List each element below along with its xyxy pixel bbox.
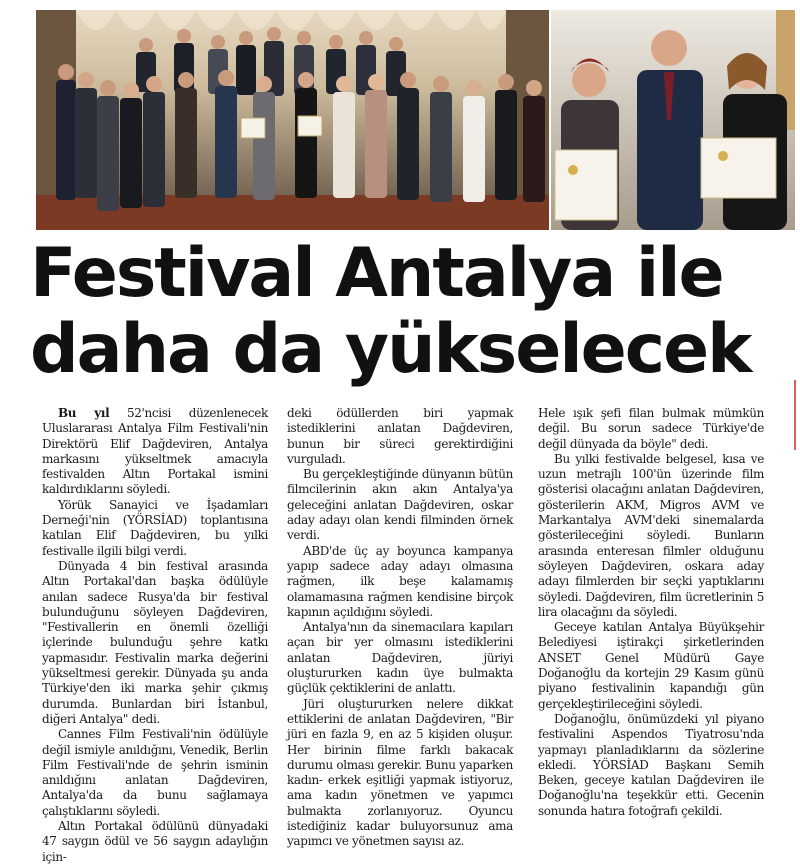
award-photo	[551, 10, 795, 230]
article-paragraph: Geceye katılan Antalya Büyükşehir Belediyesi iştirakçi şirketlerinden ANSET Genel Müdürü Gaye Doğanoğlu da kortejin 29 Kasım günü piyano festivalinin kapandığı gün gerçekleştirileceğini söyledi.	[538, 620, 764, 711]
article-paragraph: Dünyada 4 bin festival arasında Altın Portakal'dan başka ödülüyle anılan sadece Rusya'da bir festival bulunduğunu söyleyen Dağdeviren, "Festivallerin en önemli özelliği içlerinde bulunduğu şehre katkı yapmasıdır. Festivalin marka değerini yükseltmesi gerekir. Dünyada şu anda Türkiye'den iki marka şehir çıkmış durumda. Bunlardan biri İstanbul, diğeri Antalya" dedi.	[42, 558, 268, 726]
article-paragraph: ABD'de üç ay boyunca kampanya yapıp sadece aday adayı olmasına rağmen, ilk beşe kalamamış olamamasına rağmen kendisine birçok kapının açıldığını söyledi.	[287, 543, 513, 619]
award-photo-image	[551, 10, 795, 230]
article-column-1	[42, 406, 268, 865]
article-column-2	[287, 406, 513, 850]
page-edge-mark	[794, 380, 798, 450]
headline-line-1: Festival Antalya ile	[30, 234, 723, 313]
lead-word: Bu yıl	[58, 406, 110, 420]
article-paragraph: Yörük Sanayici ve İşadamları Derneği'nin (YÖRSİAD) toplantısına katılan Elif Dağdeviren, bu yılki festivalle ilgili bilgi verdi.	[42, 497, 268, 558]
article-paragraph: Hele ışık şefi filan bulmak mümkün değil. Bu sorun sadece Türkiye'de değil dünyada da böyle" dedi.	[538, 406, 764, 451]
article-column-3	[538, 406, 764, 819]
article-paragraph: Bu gerçekleştiğinde dünyanın bütün filmcilerinin akın akın Antalya'ya geleceğini anlatan Dağdeviren, oskar aday adayı olan kendi filminden örnek verdi.	[287, 467, 513, 543]
article-paragraph: Bu yılki festivalde belgesel, kısa ve uzun metrajlı 100'ün üzerinde film gösterisi olacağını anlatan Dağdeviren, gösterilerin AKM, Migros AVM ve Markantalya AVM'deki sinemalarda gösterileceğini söyledi. Bunların arasında enteresan filmler olduğunu söyleyen Dağdeviren, oskara aday adayı filmlerden bir seçki yaptıklarını söyledi. Dağdeviren, film ücretlerinin 5 lira olacağını da söyledi.	[538, 451, 764, 619]
group-photo-image	[36, 10, 549, 230]
article-paragraph: Cannes Film Festivali'nin ödülüyle değil ismiyle anıldığını, Venedik, Berlin Film Festivali'nde de şehrin isminin anıldığını anlatan Dağdeviren, Antalya'da da bunu sağlamaya çalıştıklarını söyledi.	[42, 727, 268, 818]
headline-line-2: daha da yükselecek	[30, 310, 751, 389]
article-paragraph: Jüri oluştururken nelere dikkat ettiklerini de anlatan Dağdeviren, "Bir jüri en fazla 9, en az 5 kişiden oluşur. Her birinin filme farklı bakacak durumu olması gerekir. Bunu yaparken kadın- erkek eşitliği yapmak istiyoruz, ama kadın yönetmen ve yapımcı bulmakta zorlanıyoruz. Oyuncu istediğiniz kadar buluyorsunuz ama yapımcı ve yönetmen sayısı az.	[287, 696, 513, 849]
article-paragraph: Doğanoğlu, önümüzdeki yıl piyano festivalini Aspendos Tiyatrosu'nda yapmayı planladıklarını da sözlerine ekledi. YÖRSİAD Başkanı Semih Beken, geceye katılan Dağdeviren ile Doğanoğlu'na teşekkür etti. Gecenin sonunda hatıra fotoğrafı çekildi.	[538, 711, 764, 818]
group-photo	[36, 10, 549, 230]
article-paragraph: Bu yıl 52'ncisi düzenlenecek Uluslararası Antalya Film Festivali'nin Direktörü Elif Dağdeviren, Antalya markasını yükseltmek amacıyla festivalden Altın Portakal ismini kaldırdıklarını söyledi.	[42, 406, 268, 497]
headline	[30, 236, 790, 388]
article-paragraph: Altın Portakal ödülünü dünyadaki 47 saygın ödül ve 56 saygın adaylığın için-	[42, 819, 268, 864]
article-paragraph: Antalya'nın da sinemacılara kapıları açan bir yer olmasını istediklerini anlatan Dağdeviren, jüriyi oluştururken kadın üye bulmakta güçlük çektiklerini de anlattı.	[287, 620, 513, 696]
article-paragraph: deki ödüllerden biri yapmak istediklerini anlatan Dağdeviren, bunun bir süreci gerektirdiğini vurguladı.	[287, 406, 513, 466]
